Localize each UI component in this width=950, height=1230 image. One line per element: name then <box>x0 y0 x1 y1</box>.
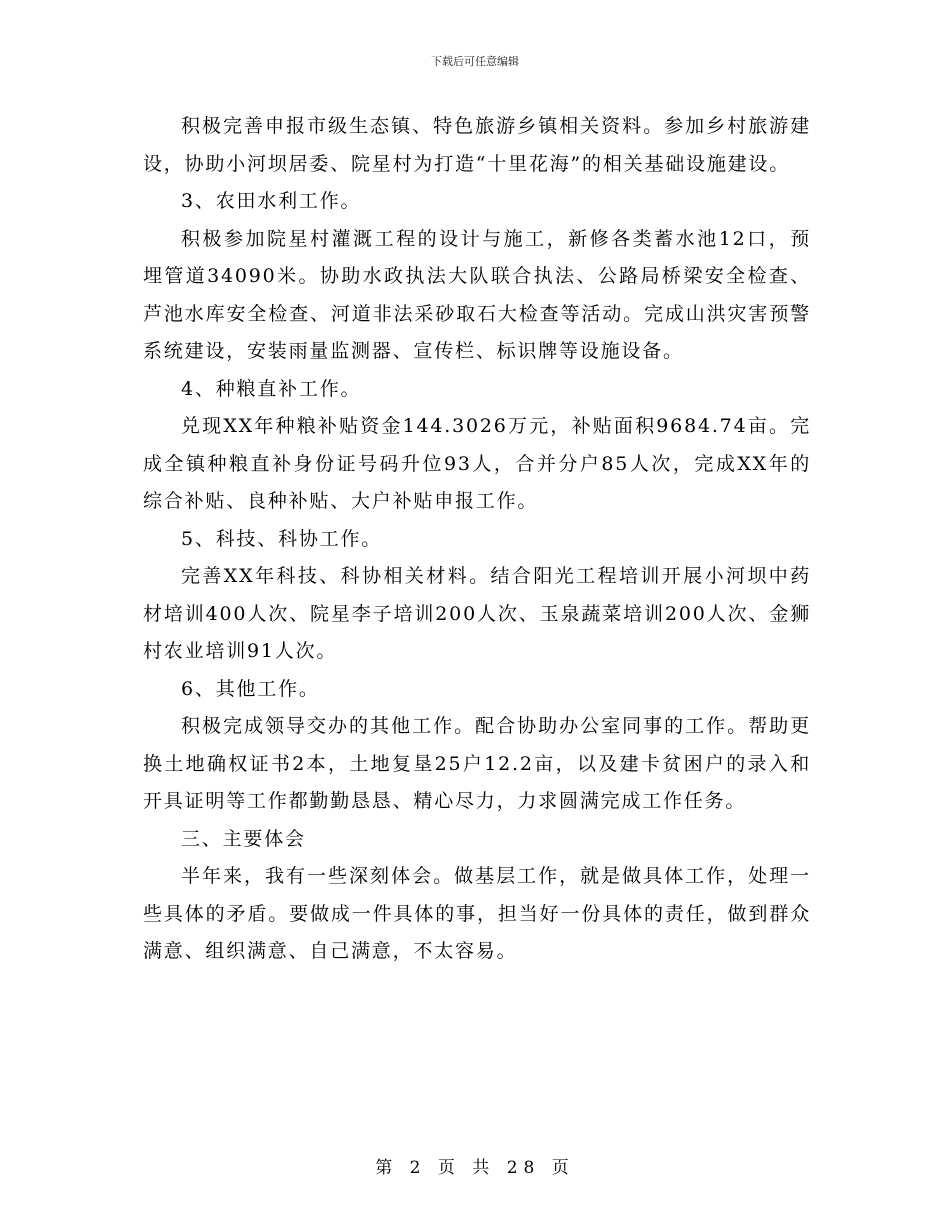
paragraph-main-experience: 半年来，我有一些深刻体会。做基层工作，就是做具体工作，处理一些具体的矛盾。要做成一件具体的事，担当好一份具体的责任，做到群众满意、组织满意、自己满意，不太容易。 <box>143 865 811 962</box>
page-number-footer: 第 2 页 共 28 页 <box>375 1158 575 1178</box>
section-heading-grain-subsidy: 4、种粮直补工作。 <box>181 377 362 400</box>
paragraph-grain-subsidy: 兑现XX年种粮补贴资金144.3026万元，补贴面积9684.74亩。完成全镇种粮直补身份证号码升位93人，合并分户85人次，完成XX年的综合补贴、良种补贴、大户补贴申报工作。 <box>143 415 811 512</box>
paragraph-science-tech: 完善XX年科技、科协相关材料。结合阳光工程培训开展小河坝中药材培训400人次、院星李子培训200人次、玉泉蔬菜培训200人次、金狮村农业培训91人次。 <box>143 565 811 662</box>
section-heading-water-conservancy: 3、农田水利工作。 <box>181 190 362 212</box>
page-header-note: 下载后可任意编辑 <box>431 55 519 68</box>
paragraph-water-conservancy: 积极参加院星村灌溉工程的设计与施工，新修各类蓄水池12口，预埋管道34090米。协助水政执法大队联合执法、公路局桥梁安全检查、芦池水库安全检查、河道非法采砂取石大检查等活动。完成山洪灾害预警系统建设，安装雨量监测器、宣传栏、标识牌等设施设备。 <box>143 227 811 362</box>
paragraph-other-work: 积极完成领导交办的其他工作。配合协助办公室同事的工作。帮助更换土地确权证书2本，土地复垦25户12.2亩，以及建卡贫困户的录入和开具证明等工作都勤勤恳恳、精心尽力，力求圆满完成工作任务。 <box>143 715 811 812</box>
section-heading-science-tech: 5、科技、科协工作。 <box>181 527 383 550</box>
document-body <box>143 108 811 971</box>
section-heading-other-work: 6、其他工作。 <box>181 677 320 700</box>
paragraph-tourism: 积极完善申报市级生态镇、特色旅游乡镇相关资料。参加乡村旅游建设，协助小河坝居委、院星村为打造“十里花海”的相关基础设施建设。 <box>143 115 811 175</box>
section-heading-main-experience: 三、主要体会 <box>181 827 306 850</box>
